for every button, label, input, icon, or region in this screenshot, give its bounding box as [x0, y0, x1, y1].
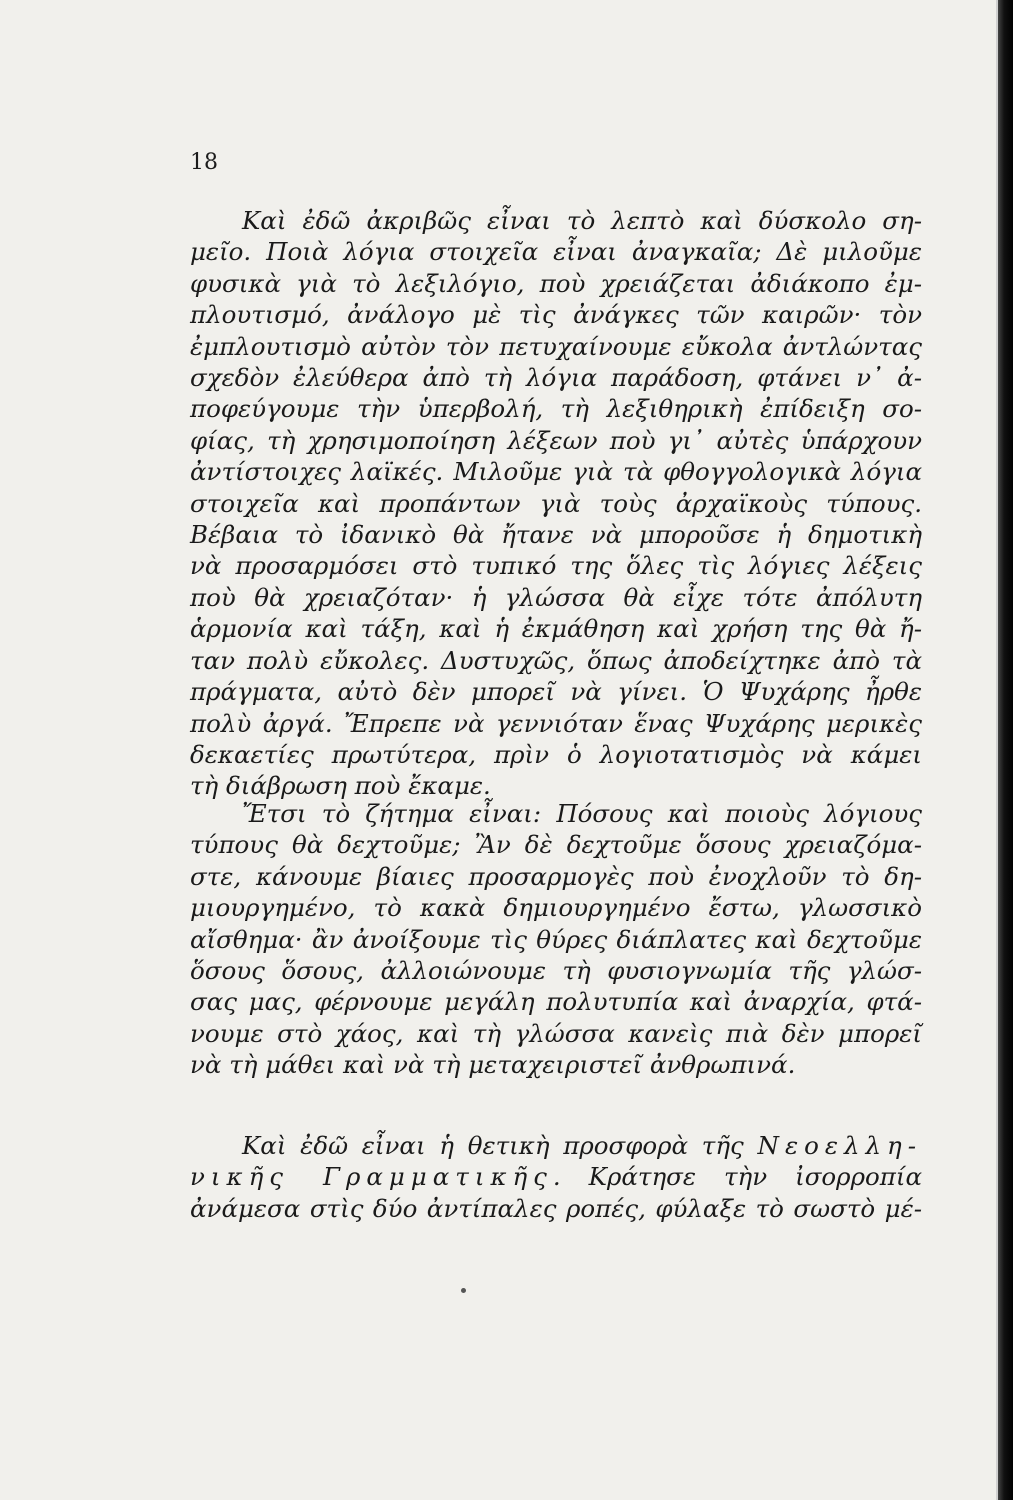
spaced-title-fragment: Νεοελλη-: [757, 1131, 922, 1160]
text-fragment: Καὶ ἐδῶ εἶναι ἡ θετικὴ προσφορὰ τῆς: [242, 1131, 758, 1160]
text-line: φίας, τὴ χρησιμοποίηση λέξεων ποὺ γι᾽ αὐτὲς ὑπάρχουν: [190, 425, 922, 455]
text-line: πλουτισμό, ἀνάλογο μὲ τὶς ἀνάγκες τῶν καιρῶν· τὸν: [190, 300, 922, 330]
text-line: ἁρμονία καὶ τάξη, καὶ ἡ ἐκμάθηση καὶ χρήση της θὰ ἤ-: [190, 614, 922, 644]
text-line: Βέβαια τὸ ἰδανικὸ θὰ ἤτανε νὰ μποροῦσε ἡ δημοτικὴ: [190, 520, 922, 550]
text-line: ἐμπλουτισμὸ αὐτὸν τὸν πετυχαίνουμε εὔκολα ἀντλώντας: [190, 331, 922, 361]
scan-edge: [998, 0, 1013, 1500]
text-line: στε, κάνουμε βίαιες προσαρμογὲς ποὺ ἐνοχλοῦν τὸ δη-: [190, 861, 922, 891]
text-line: αἴσθημα· ἂν ἀνοίξουμε τὶς θύρες διάπλατες καὶ δεχτοῦμε: [190, 924, 922, 954]
text-line: τύπους θὰ δεχτοῦμε; Ἂν δὲ δεχτοῦμε ὅσους χρειαζόμα-: [190, 830, 922, 860]
text-line: νουμε στὸ χάος, καὶ τὴ γλώσσα κανεὶς πιὰ δὲν μπορεῖ: [190, 1018, 922, 1048]
text-line: ποφεύγουμε τὴν ὑπερβολή, τὴ λεξιθηρικὴ ἐπίδειξη σο-: [190, 394, 922, 424]
spaced-title-fragment: νικῆς Γραμματικῆς: [190, 1162, 553, 1192]
text-line: [190, 1130, 922, 1161]
paragraph-2: [190, 798, 922, 1081]
text-line: Ἔτσι τὸ ζήτημα εἶναι: Πόσους καὶ ποιοὺς λόγιους: [242, 799, 922, 828]
text-line: μιουργημένο, τὸ κακὰ δημιουργημένο ἔστω, γλωσσικὸ: [190, 893, 922, 923]
text-line: ὅσους ὅσους, ἀλλοιώνουμε τὴ φυσιογνωμία τῆς γλώσ-: [190, 956, 922, 986]
paragraph-1: [190, 205, 922, 802]
text-line: δεκαετίες πρωτύτερα, πρὶν ὁ λογιοτατισμὸς νὰ κάμει: [190, 739, 922, 769]
text-line: Καὶ ἐδῶ ἀκριβῶς εἶναι τὸ λεπτὸ καὶ δύσκολο ση-: [242, 206, 922, 235]
text-line: νὰ προσαρμόσει στὸ τυπικό της ὅλες τὶς λόγιες λέξεις: [190, 551, 922, 581]
paragraph-3: [190, 1130, 922, 1224]
text-line: ἀνάμεσα στὶς δύο ἀντίπαλες ροπές, φύλαξε τὸ σωστὸ μέ-: [190, 1193, 922, 1223]
text-line: ποὺ θὰ χρειαζόταν· ἡ γλώσσα θὰ εἶχε τότε ἀπόλυτη: [190, 582, 922, 612]
text-line: πολὺ ἀργά. Ἔπρεπε νὰ γεννιόταν ἕνας Ψυχάρης μερικὲς: [190, 708, 922, 738]
text-line: στοιχεῖα καὶ προπάντων γιὰ τοὺς ἀρχαϊκοὺς τύπους.: [190, 488, 922, 518]
text-line: τὴ διάβρωση ποὺ ἔκαμε.: [190, 771, 491, 801]
text-line: φυσικὰ γιὰ τὸ λεξιλόγιο, ποὺ χρειάζεται ἀδιάκοπο ἐμ-: [190, 268, 922, 298]
ink-speck: [461, 1288, 466, 1293]
text-fragment: . Κράτησε τὴν ἰσορροπία: [552, 1162, 922, 1192]
page-number: 18: [190, 150, 218, 175]
text-line: ἀντίστοιχες λαϊκές. Μιλοῦμε γιὰ τὰ φθογγολογικὰ λόγια: [190, 457, 922, 487]
text-line: σας μας, φέρνουμε μεγάλη πολυτυπία καὶ ἀναρχία, φτά-: [190, 987, 922, 1017]
text-line: σχεδὸν ἐλεύθερα ἀπὸ τὴ λόγια παράδοση, φτάνει ν᾽ ἀ-: [190, 363, 922, 393]
text-line: νὰ τὴ μάθει καὶ νὰ τὴ μεταχειριστεῖ ἀνθρωπινά.: [190, 1050, 796, 1080]
text-line: [190, 1161, 922, 1192]
text-line: πράγματα, αὐτὸ δὲν μπορεῖ νὰ γίνει. Ὁ Ψυχάρης ἦρθε: [190, 677, 922, 707]
text-line: ταν πολὺ εὔκολες. Δυστυχῶς, ὅπως ἀποδείχτηκε ἀπὸ τὰ: [190, 645, 922, 675]
text-line: μεῖο. Ποιὰ λόγια στοιχεῖα εἶναι ἀναγκαῖα; Δὲ μιλοῦμε: [190, 237, 922, 267]
